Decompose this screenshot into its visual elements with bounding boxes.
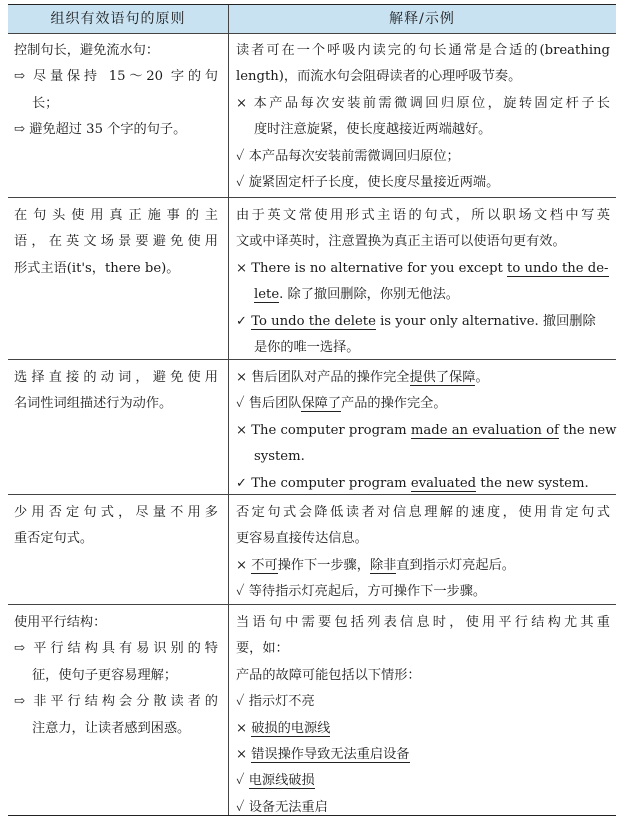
example-bad (236, 418, 617, 444)
example-bad-cont: system. (254, 449, 305, 465)
explanation-cell (236, 500, 610, 606)
example-bad (236, 365, 610, 391)
example-good (236, 391, 610, 417)
check-mark: ✓ (236, 799, 249, 815)
header-principle: 组织有效语句的原则 (50, 11, 186, 27)
example-bad-cont: 度时注意旋紧，使长度越接近两端越好。 (254, 122, 492, 138)
explanation-cell (236, 38, 610, 196)
example-bad: × 本产品每次安装前需微调回归原位，旋转固定杆子长 (236, 95, 610, 111)
example-good-cont: 是你的唯一选择。 (254, 340, 360, 356)
example-text: × The computer program (236, 422, 411, 438)
principle-line: 使用平行结构： (14, 615, 107, 630)
principle-line: 重否定句式。 (14, 531, 94, 547)
underlined-phrase: To undo the delete (251, 313, 376, 329)
principle-line: 名词性词组描述行为动作。 (14, 396, 173, 412)
explanation-line: 由于英文常使用形式主语的句式，所以职场文档中写英 (236, 208, 610, 223)
example-text: × There is no alternative for you except (236, 260, 508, 276)
explanation-line: 文或中译英时，注意置换为真正主语可以使语句更有效。 (236, 234, 566, 250)
principle-line: 征，使句子更容易理解； (32, 667, 178, 683)
table-row (8, 198, 616, 360)
table-row (8, 33, 616, 198)
principle-cell (14, 610, 218, 742)
example-bad (236, 716, 610, 742)
example-good: ✓ 指示灯不亮 (236, 694, 315, 710)
example-good (236, 795, 610, 821)
principle-line: 控制句长，避免流水句： (14, 43, 160, 58)
explanation-line: 读者可在一个呼吸内读完的句长通常是合适的(breathing (236, 43, 610, 58)
underlined-phrase: made an evaluation of (410, 422, 559, 438)
cross-mark: × (236, 720, 252, 736)
example-text: 操作下一步骤， (277, 557, 370, 573)
underlined-phrase: to undo the de- (507, 260, 609, 276)
example-good: ✓ 等待指示灯亮起后，方可操作下一步骤。 (236, 584, 487, 600)
underlined-phrase: evaluated (410, 475, 477, 491)
example-good: ✓ 旋紧固定杆子长度，使长度尽量接近两端。 (236, 175, 500, 191)
cross-mark: × (236, 747, 252, 763)
header-explanation: 解释/示例 (389, 11, 455, 27)
principle-line: 选择直接的动词，避免使用 (14, 370, 218, 385)
principle-line: 形式主语(it's，there be)。 (14, 260, 180, 276)
explanation-line: 要，如： (236, 641, 289, 657)
example-text: 。 (475, 370, 489, 385)
example-text: the new system. (476, 475, 589, 491)
example-text: 产品的操作完全。 (341, 396, 447, 412)
example-good (236, 768, 610, 794)
example-text: is your only alternative. 撤回删除 (375, 313, 596, 329)
example-bad-cont (236, 282, 610, 308)
cross-mark: × (236, 557, 252, 573)
underlined-phrase: 不可 (251, 557, 278, 573)
example-text: ✓ 售后团队 (236, 396, 302, 412)
example-text: the new (558, 422, 617, 438)
example-text: 直到指示灯亮起后。 (396, 557, 515, 573)
table-row (8, 360, 616, 495)
principle-cell (14, 203, 218, 282)
example-bad (236, 742, 610, 768)
explanation-cell (236, 610, 610, 821)
explanation-cell (236, 203, 610, 361)
principle-line: 注意力，让读者感到困惑。 (32, 720, 191, 736)
underlined-phrase: lete (254, 287, 280, 303)
principle-cell (14, 500, 218, 553)
underlined-phrase: 电源线破损 (248, 773, 315, 789)
principle-line: 语，在英文场景要避免使用 (14, 234, 218, 250)
principle-line: ⇨ 平行结构具有易识别的特 (14, 641, 218, 657)
underlined-phrase: 保障了 (301, 396, 342, 412)
example-good (236, 471, 610, 497)
underlined-phrase: 除非 (369, 557, 397, 573)
explanation-line: 产品的故障可能包括以下情形： (236, 667, 421, 683)
explanation-line: 当语句中需要包括列表信息时，使用平行结构尤其重 (236, 615, 610, 630)
principle-line: ⇨ 非平行结构会分散读者的 (14, 694, 218, 710)
underlined-phrase: 错误操作导致无法重启设备 (251, 747, 410, 763)
table-row (8, 605, 616, 817)
check-mark: ✓ (236, 313, 252, 329)
explanation-cell (236, 365, 617, 497)
underlined-phrase: 设备无法重启 (248, 799, 328, 815)
principles-table (8, 4, 616, 816)
example-bad (236, 256, 610, 282)
example-text: ✓ The computer program (236, 475, 411, 491)
explanation-line: 否定句式会降低读者对信息理解的速度，使用肯定句式 (236, 505, 610, 520)
example-good: ✓ 本产品每次安装前需微调回归原位； (236, 148, 460, 164)
principle-line: 长； (32, 95, 59, 111)
table-header (8, 5, 616, 34)
principle-line: 少用否定句式，尽量不用多 (14, 505, 218, 520)
principle-line: ⇨ 尽量保持 15～20 字的句 (14, 69, 218, 85)
underlined-phrase: 破损的电源线 (251, 720, 331, 736)
check-mark: ✓ (236, 773, 249, 789)
explanation-line: 更容易直接传达信息。 (236, 531, 368, 547)
example-good (236, 309, 610, 335)
table-row (8, 495, 616, 605)
example-text: . 除了撤回删除，你别无他法。 (279, 287, 459, 303)
principle-line: 在句头使用真正施事的主 (14, 208, 218, 223)
principle-line: ⇨ 避免超过 35 个字的句子。 (14, 122, 187, 138)
example-bad (236, 553, 610, 579)
explanation-line: length)，而流水句会阻碍读者的心理呼吸节奏。 (236, 69, 522, 85)
principle-cell (14, 365, 218, 418)
underlined-phrase: 提供了保障 (409, 370, 476, 385)
principle-cell (14, 38, 218, 144)
example-text: × 售后团队对产品的操作完全 (236, 370, 410, 385)
